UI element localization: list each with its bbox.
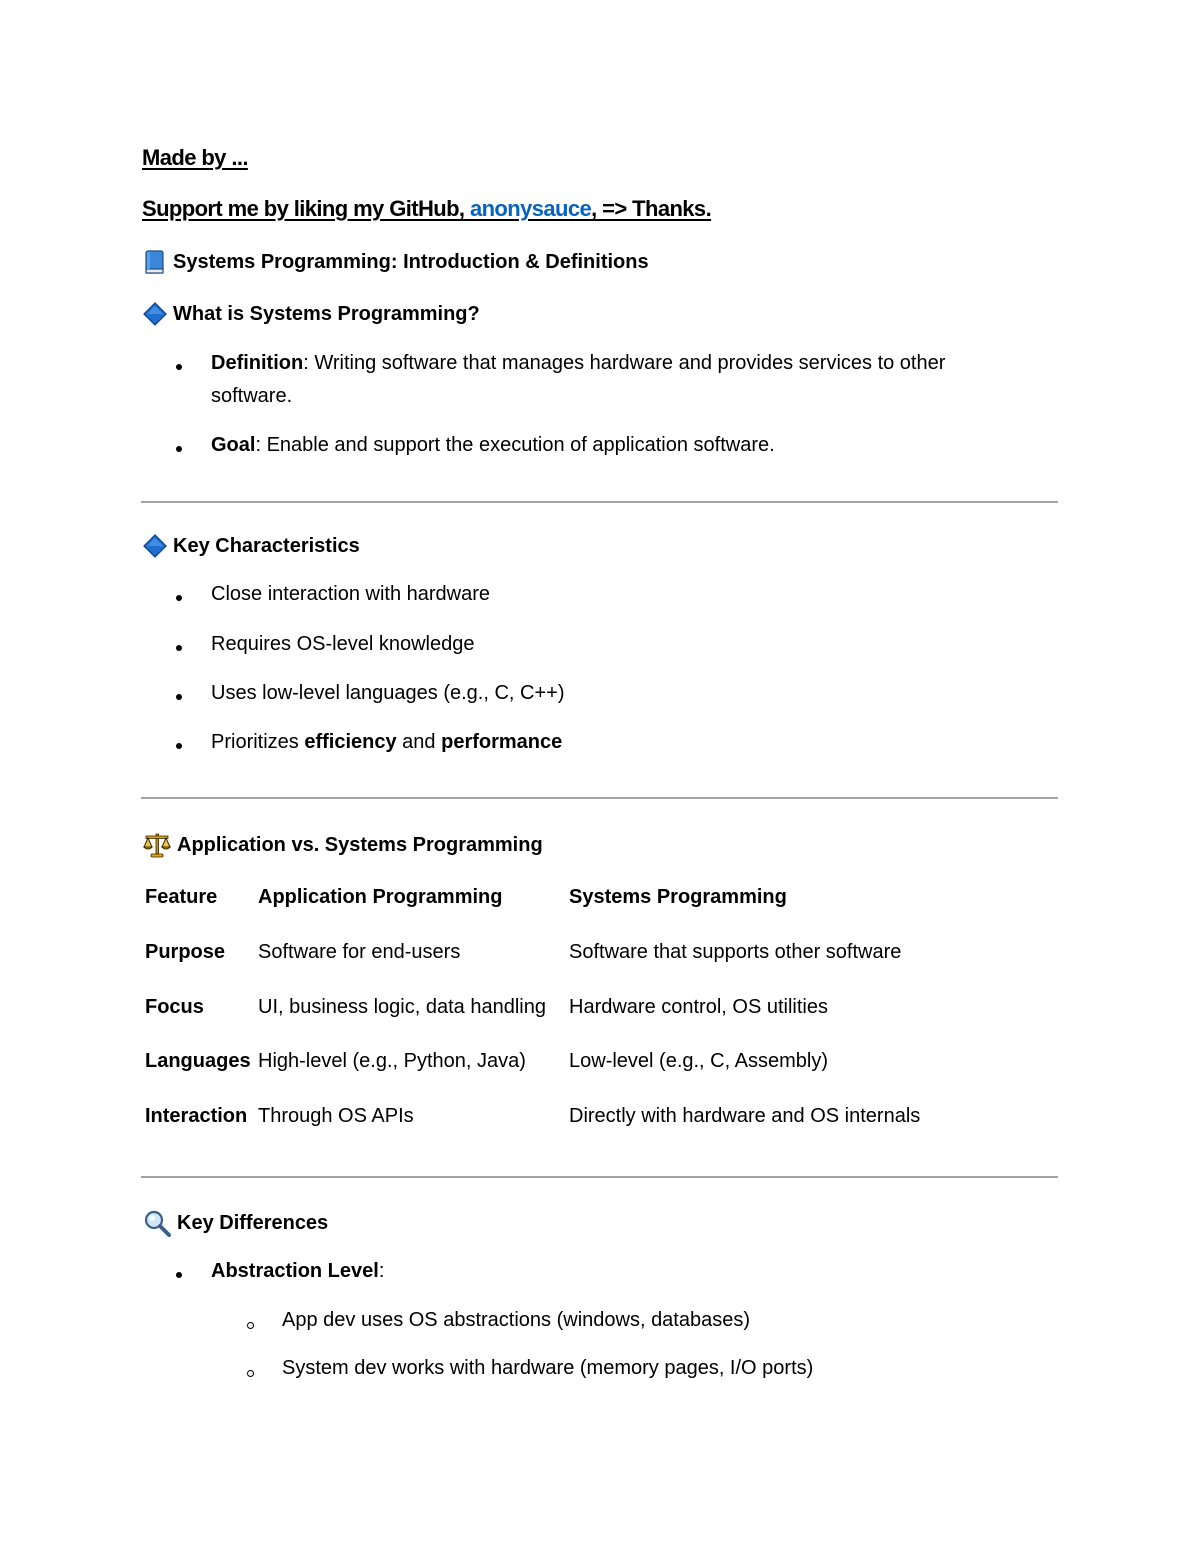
what-is-heading-text: What is Systems Programming? (173, 302, 480, 325)
support-prefix: Support me by liking my GitHub, (142, 196, 470, 221)
magnifying-glass-icon (143, 1209, 171, 1237)
item-colon: : (378, 1260, 385, 1282)
key-characteristics-heading (143, 534, 360, 558)
column-header: Feature (145, 886, 218, 908)
table-cell: Software for end-users (258, 941, 461, 963)
support-suffix: , => Thanks. (591, 196, 712, 221)
item-label: Abstraction Level (211, 1260, 379, 1282)
goal-item (211, 434, 775, 457)
comparison-heading-text: Application vs. Systems Programming (177, 833, 543, 856)
sub-list-item: System dev works with hardware (memory pages, I/O ports) (282, 1357, 814, 1379)
row-label: Purpose (145, 941, 226, 963)
blue-diamond-icon (143, 534, 167, 558)
sub-bullet (247, 1322, 254, 1329)
sub-list-item: App dev uses OS abstractions (windows, databases) (282, 1309, 751, 1331)
row-label: Languages (145, 1050, 251, 1072)
item-bold-efficiency: efficiency (304, 731, 397, 753)
definition-item (211, 352, 945, 375)
goal-text: : Enable and support the execution of application software. (255, 434, 775, 456)
key-characteristics-heading-text: Key Characteristics (173, 534, 360, 557)
bullet-dot (176, 743, 182, 749)
book-icon (143, 250, 167, 274)
table-cell: UI, business logic, data handling (258, 996, 546, 1018)
bullet-dot (176, 645, 182, 651)
made-by-line: Made by ... (142, 145, 248, 170)
column-header: Systems Programming (569, 886, 787, 908)
list-item: Uses low-level languages (e.g., C, C++) (211, 682, 565, 704)
comparison-heading (143, 831, 543, 859)
horizontal-rule (141, 797, 1058, 799)
list-item: Requires OS-level knowledge (211, 633, 475, 655)
what-is-heading (143, 302, 480, 326)
key-differences-heading (143, 1209, 328, 1237)
blue-diamond-icon (143, 302, 167, 326)
table-cell: Hardware control, OS utilities (569, 996, 828, 1018)
item-bold-performance: performance (441, 731, 563, 753)
table-cell: Through OS APIs (258, 1105, 414, 1127)
balance-scale-icon (143, 831, 171, 859)
definition-label: Definition (211, 352, 304, 374)
bullet-dot (176, 1272, 182, 1278)
list-item (211, 731, 562, 754)
support-line (142, 196, 711, 222)
item-prefix: Prioritizes (211, 731, 305, 753)
key-differences-heading-text: Key Differences (177, 1211, 329, 1234)
definition-text-continued: software. (211, 385, 293, 407)
definition-text: : Writing software that manages hardware and provides services to other (303, 352, 946, 374)
table-cell: Low-level (e.g., C, Assembly) (569, 1050, 828, 1072)
bullet-dot (176, 446, 182, 452)
sub-bullet (247, 1370, 254, 1377)
list-item (211, 1260, 384, 1283)
bullet-dot (176, 595, 182, 601)
bullet-dot (176, 364, 182, 370)
horizontal-rule (141, 1176, 1058, 1178)
column-header: Application Programming (258, 886, 503, 908)
horizontal-rule (141, 501, 1058, 503)
goal-label: Goal (211, 434, 256, 456)
list-item: Close interaction with hardware (211, 583, 491, 605)
doc-title-text: Systems Programming: Introduction & Definitions (173, 250, 649, 273)
item-mid: and (396, 731, 442, 753)
doc-title (143, 250, 649, 274)
table-cell: Directly with hardware and OS internals (569, 1105, 921, 1127)
row-label: Interaction (145, 1105, 248, 1127)
bullet-dot (176, 694, 182, 700)
table-cell: High-level (e.g., Python, Java) (258, 1050, 526, 1072)
github-link[interactable]: anonysauce (469, 196, 592, 221)
table-cell: Software that supports other software (569, 941, 902, 963)
row-label: Focus (145, 996, 204, 1018)
